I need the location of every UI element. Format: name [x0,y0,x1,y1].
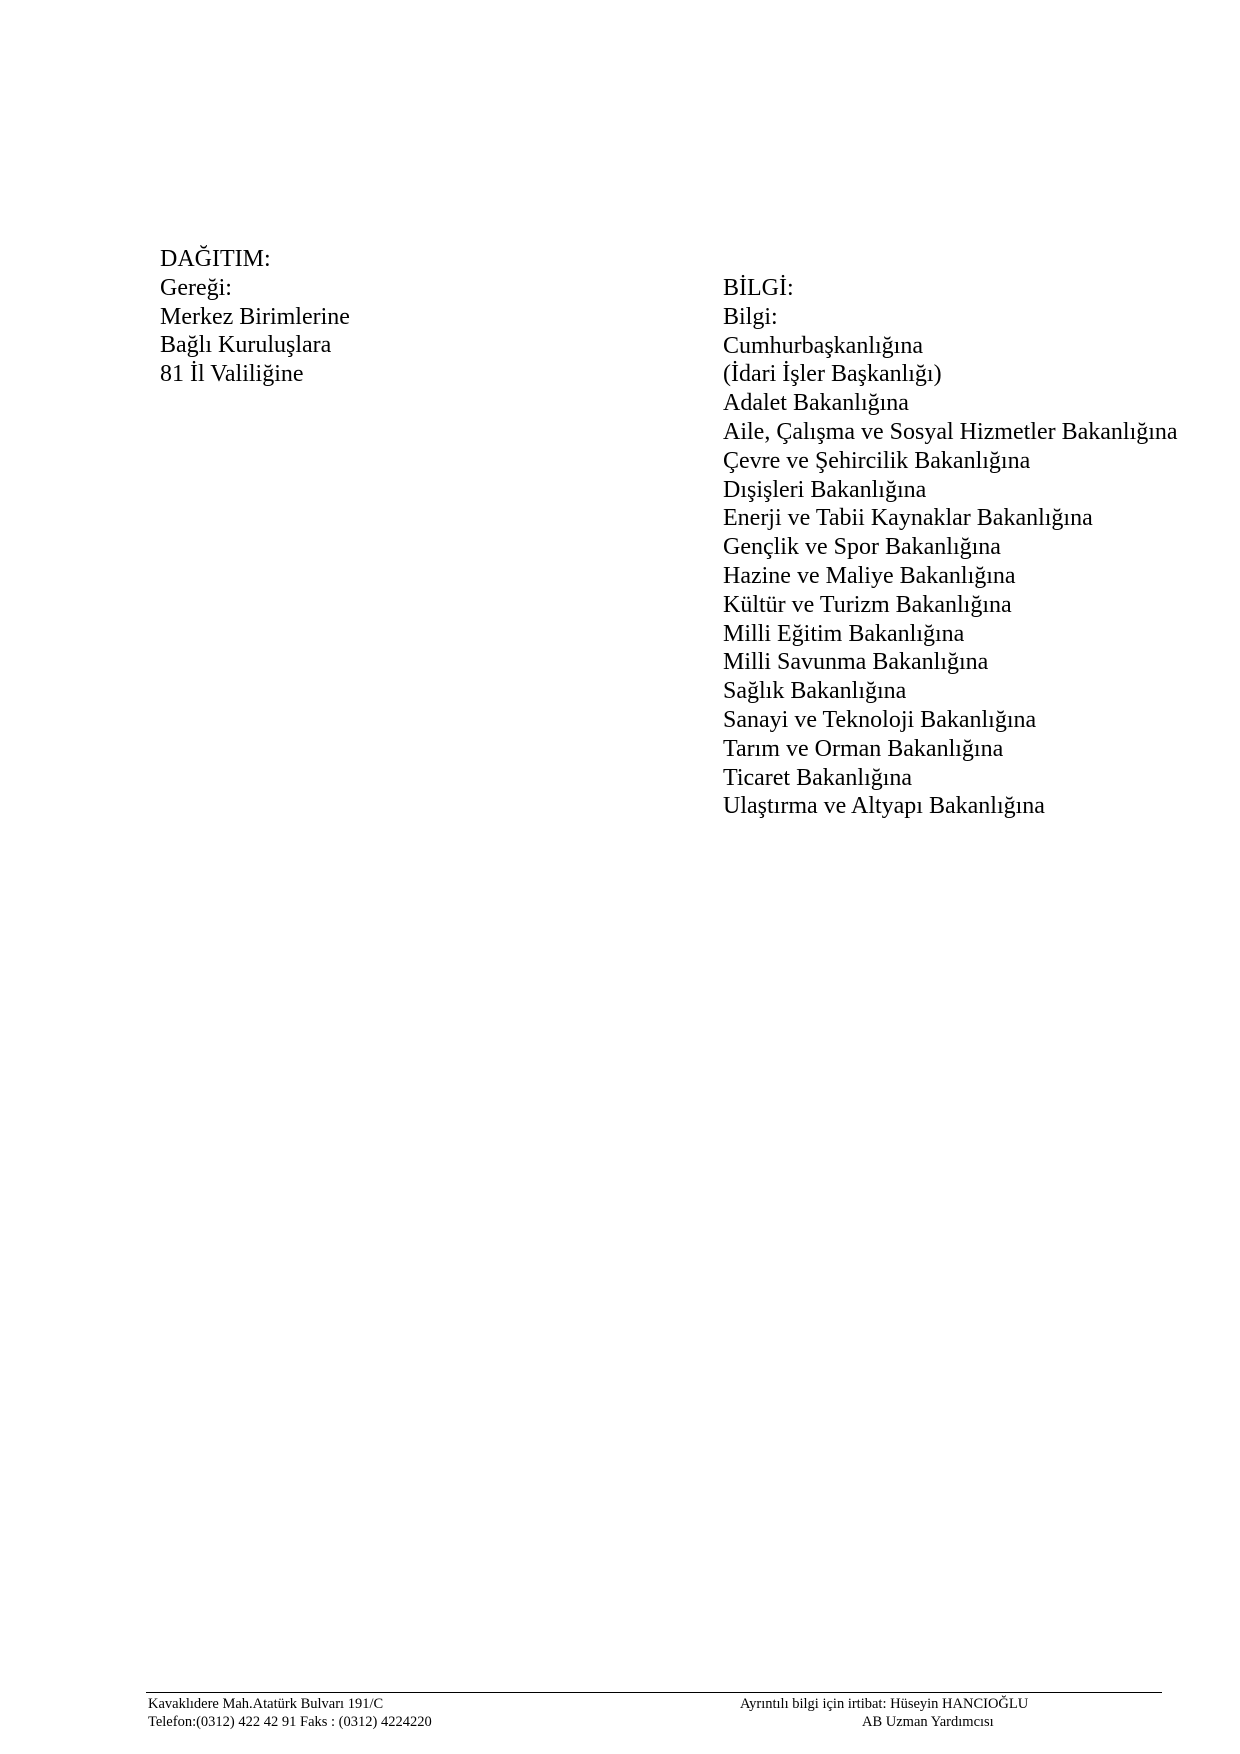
info-item: Milli Eğitim Bakanlığına [723,620,965,647]
info-item: Tarım ve Orman Bakanlığına [723,735,1004,762]
info-label: Bilgi: [723,303,778,330]
info-item: Ulaştırma ve Altyapı Bakanlığına [723,793,1045,820]
footer-divider [146,1692,1162,1693]
footer-contact-title: AB Uzman Yardımcısı [862,1714,994,1730]
info-item: Ticaret Bakanlığına [723,764,913,791]
info-item: Cumhurbaşkanlığına [723,332,923,359]
footer-contact: Ayrıntılı bilgi için irtibat: Hüseyin HANCIOĞLU [740,1696,1029,1712]
footer-address-block [148,1695,432,1731]
info-item: Dışişleri Bakanlığına [723,476,927,503]
info-item: Kültür ve Turizm Bakanlığına [723,591,1012,618]
info-item: Hazine ve Maliye Bakanlığına [723,562,1016,589]
distribution-item: Bağlı Kuruluşlara [160,332,332,359]
info-item: Sanayi ve Teknoloji Bakanlığına [723,706,1037,733]
info-item: Enerji ve Tabii Kaynaklar Bakanlığına [723,505,1093,532]
info-block [723,274,1178,821]
distribution-item: Merkez Birimlerine [160,303,350,330]
info-item: Adalet Bakanlığına [723,390,909,417]
info-item: Milli Savunma Bakanlığına [723,649,989,676]
info-item: Aile, Çalışma ve Sosyal Hizmetler Bakanlığına [723,418,1178,445]
distribution-item: 81 İl Valiliğine [160,361,304,388]
distribution-block [160,245,350,389]
info-item: (İdari İşler Başkanlığı) [723,361,942,388]
info-item: Sağlık Bakanlığına [723,678,907,705]
info-item: Çevre ve Şehircilik Bakanlığına [723,447,1031,474]
info-item: Gençlik ve Spor Bakanlığına [723,534,1001,561]
info-heading: BİLGİ: [723,275,794,301]
distribution-label: Gereği: [160,274,232,301]
footer-address: Kavaklıdere Mah.Atatürk Bulvarı 191/C [148,1696,384,1712]
distribution-heading: DAĞITIM: [160,246,271,272]
footer-phone-fax: Telefon:(0312) 422 42 91 Faks : (0312) 4224220 [148,1714,432,1730]
